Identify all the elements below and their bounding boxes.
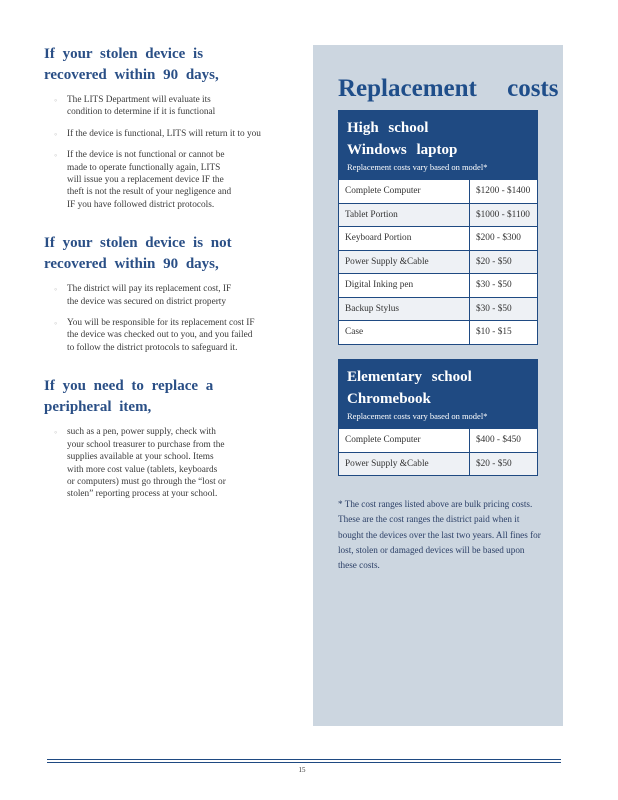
table-row [339, 321, 538, 345]
replacement-costs-panel [313, 45, 563, 726]
bullet-text: If the device is not functional or cannot be made to operate functionally again, LITS will issue you a replacement device IF the theft is not the result of your negligence and IF you have followed district protocols. [67, 150, 232, 210]
device-name: High school Windows laptop [347, 120, 458, 158]
bullet-text: such as a pen, power supply, check with your school treasurer to purchase from the supplies available at your school. Items with more cost value (tablets, keyboards or computers) must go through the “lost or stolen” reporting process at your school. [67, 427, 226, 500]
section-heading: If you need to replace a peripheral item, [44, 378, 214, 416]
table-row [339, 429, 538, 453]
cost-cell: $1000 - $1100 [470, 203, 538, 227]
cost-cell: $400 - $450 [470, 429, 538, 453]
cost-table [338, 428, 538, 476]
table-row [339, 203, 538, 227]
cost-cell: $1200 - $1400 [470, 180, 538, 204]
list-item [54, 426, 294, 500]
left-column [44, 44, 294, 523]
list-item [54, 128, 294, 140]
item-cell: Backup Stylus [339, 297, 470, 321]
card-note: Replacement costs vary based on model* [347, 411, 488, 421]
bullet-text: The district will pay its replacement cost, IF the device was secured on district property [67, 284, 232, 307]
item-cell: Tablet Portion [339, 203, 470, 227]
item-cell: Complete Computer [339, 180, 470, 204]
cost-cell: $200 - $300 [470, 227, 538, 251]
page-number: 15 [298, 766, 306, 774]
card-header [338, 110, 538, 179]
item-cell: Power Supply &Cable [339, 250, 470, 274]
bullet-icon: ◦ [54, 95, 58, 105]
item-cell: Case [339, 321, 470, 345]
bullet-list [44, 283, 294, 354]
cost-cell: $30 - $50 [470, 297, 538, 321]
device-name: Elementary school Chromebook [347, 369, 472, 407]
bullet-icon: ◦ [54, 427, 58, 438]
high-school-card [338, 110, 538, 345]
bullet-text: You will be responsible for its replacement cost IF the device was checked out to you, and you failed to follow the district protocols to safeguard it. [67, 318, 255, 353]
section-not-recovered [44, 233, 294, 354]
footer-divider [47, 759, 561, 760]
table-row [339, 250, 538, 274]
elementary-card [338, 359, 538, 476]
card-header [338, 359, 538, 428]
item-cell: Digital Inking pen [339, 274, 470, 298]
section-recovered [44, 44, 294, 211]
item-cell: Keyboard Portion [339, 227, 470, 251]
table-row [339, 274, 538, 298]
cost-cell: $20 - $50 [470, 452, 538, 476]
list-item [54, 283, 294, 308]
bullet-icon: ◦ [54, 128, 58, 139]
cost-cell: $10 - $15 [470, 321, 538, 345]
table-row [339, 227, 538, 251]
section-heading: If your stolen device is recovered within 90 days, [44, 46, 219, 83]
cost-table [338, 179, 538, 345]
list-item [54, 94, 294, 119]
bullet-list [44, 94, 294, 211]
bullet-icon: ◦ [54, 318, 58, 329]
bullet-icon: ◦ [54, 284, 58, 295]
cost-cell: $30 - $50 [470, 274, 538, 298]
bullet-text: The LITS Department will evaluate its condition to determine if it is functional [67, 95, 216, 118]
footer-divider [47, 762, 561, 763]
cost-cell: $20 - $50 [470, 250, 538, 274]
panel-title: Replacement costs [338, 75, 559, 102]
section-peripheral [44, 376, 294, 500]
list-item [54, 149, 294, 211]
bullet-icon: ◦ [54, 150, 58, 161]
cost-footnote: * The cost ranges listed above are bulk pricing costs. These are the cost ranges the district paid when it bought the devices over the last two years. All fines for lost, stolen or damaged devices will be based upon these costs. [338, 499, 541, 571]
item-cell: Power Supply &Cable [339, 452, 470, 476]
bullet-text: If the device is functional, LITS will return it to you [67, 128, 261, 139]
card-note: Replacement costs vary based on model* [347, 162, 488, 172]
table-row [339, 452, 538, 476]
bullet-list [44, 426, 294, 500]
item-cell: Complete Computer [339, 429, 470, 453]
list-item [54, 317, 294, 354]
section-heading: If your stolen device is not recovered within 90 days, [44, 235, 232, 273]
table-row [339, 180, 538, 204]
table-row [339, 297, 538, 321]
